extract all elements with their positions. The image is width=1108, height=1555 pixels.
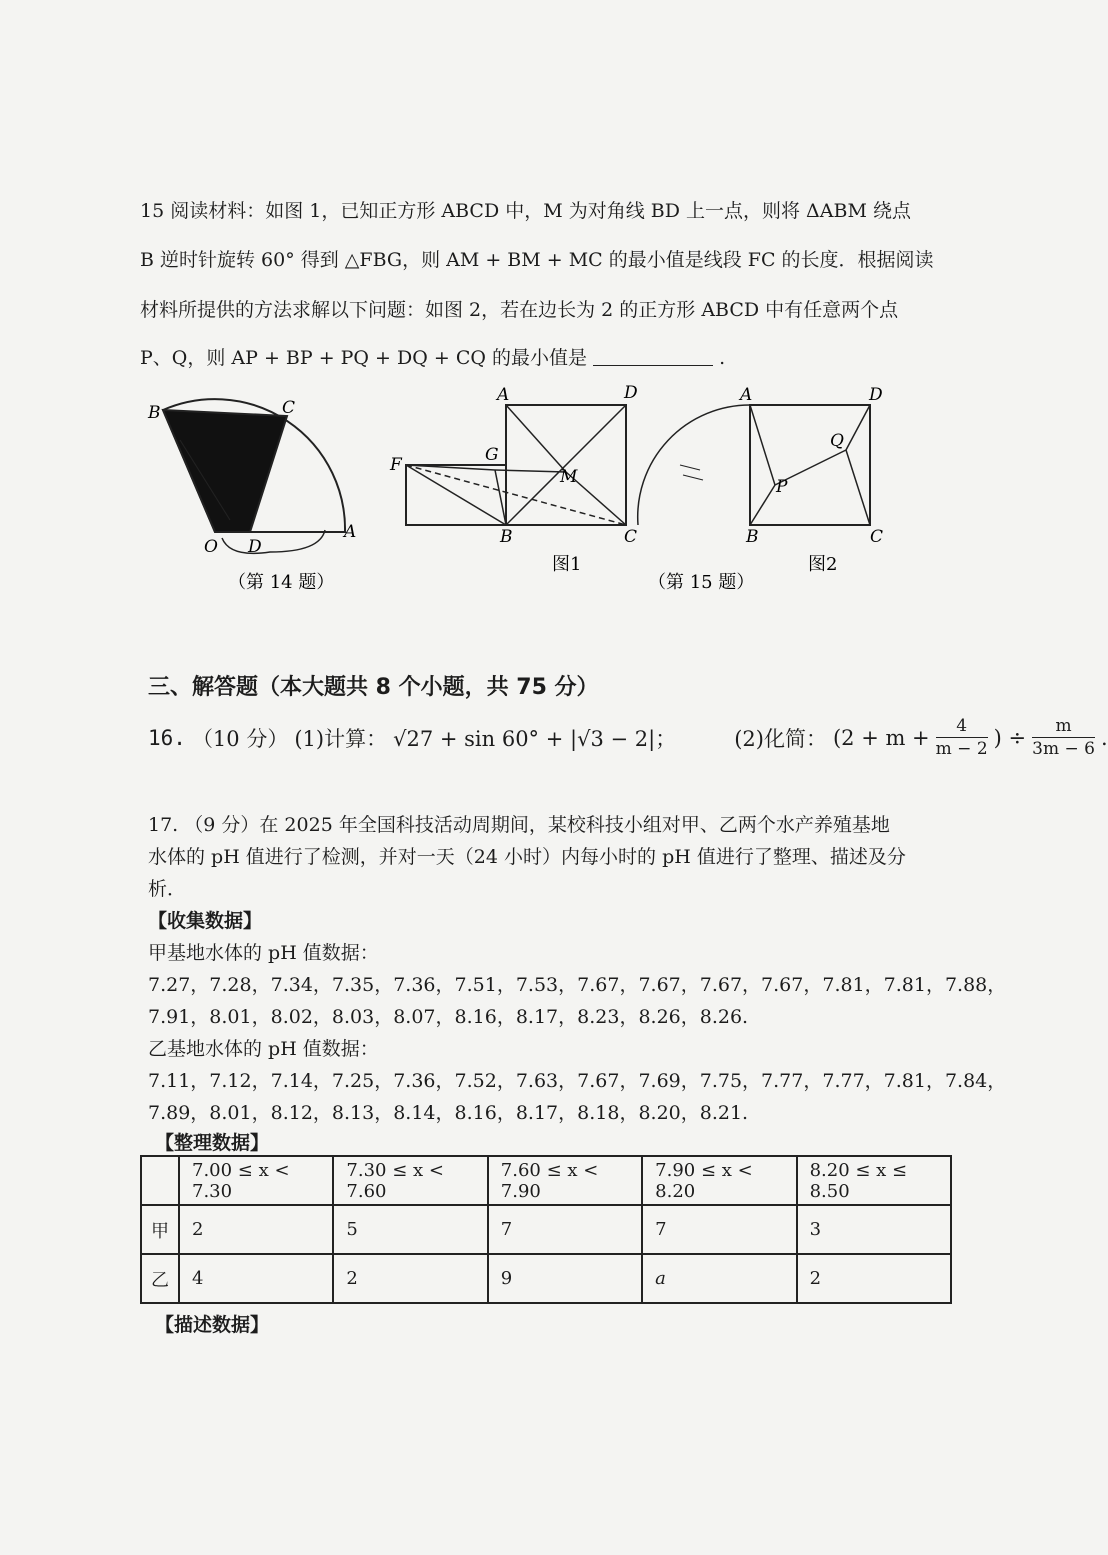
fig1-label-c: C <box>624 527 638 547</box>
table-cell: 2 <box>179 1205 333 1254</box>
q15-line-3: 材料所提供的方法求解以下问题：如图 2，若在边长为 2 的正方形 ABCD 中有任意两个点 <box>140 299 899 321</box>
fig1-segment-am <box>506 405 566 472</box>
table-header-cell <box>141 1156 179 1205</box>
table-cell: 3 <box>797 1205 951 1254</box>
section-heading: 三、解答题（本大题共 8 个小题，共 75 分） <box>148 675 599 700</box>
fig2-segment-cq <box>846 450 870 525</box>
fig14-curve <box>222 530 325 553</box>
figure-1 <box>406 405 626 525</box>
fig2-tick-1 <box>680 465 700 470</box>
table-cell: 7 <box>642 1205 796 1254</box>
fig2-caption: 图2 <box>808 554 838 575</box>
fig2-segment-dq <box>846 405 870 450</box>
organize-data-title: 【整理数据】 <box>155 1132 270 1154</box>
q15-line-1: 15 阅读材料：如图 1，已知正方形 ABCD 中，M 为对角线 BD 上一点，则将 ΔABM 绕点 <box>140 200 911 222</box>
table-header-cell: 7.30 ≤ x < 7.60 <box>333 1156 487 1205</box>
q16-part1-expression: √27 + sin 60° + |√3 − 2|； <box>393 726 677 751</box>
figures-row <box>0 380 1080 620</box>
fig1-label-f: F <box>390 455 402 475</box>
q16-part2-label: (2)化简： <box>734 726 827 751</box>
fig15-caption: （第 15 题） <box>648 572 755 593</box>
jia-data-line-1: 7.27，7.28，7.34，7.35，7.36，7.51，7.53，7.67，7.67，7.67，7.67，7.81，7.81，7.88， <box>148 974 1007 996</box>
fig1-caption: 图1 <box>552 554 582 575</box>
q16-fraction-1-numerator: 4 <box>936 715 988 738</box>
q16-number: 16. <box>148 725 186 750</box>
table-header-cell: 7.60 ≤ x < 7.90 <box>488 1156 642 1205</box>
fig1-label-a: A <box>497 385 510 405</box>
collect-data-title: 【收集数据】 <box>148 910 263 932</box>
table-cell: 7 <box>488 1205 642 1254</box>
table-row <box>141 1254 951 1303</box>
q15-line-4-end: . <box>719 347 726 369</box>
figure-2 <box>638 405 870 525</box>
table-header-cell: 8.20 ≤ x ≤ 8.50 <box>797 1156 951 1205</box>
table-header-row <box>141 1156 951 1205</box>
yi-data-title: 乙基地水体的 pH 值数据： <box>148 1038 379 1060</box>
fig14-label-o: O <box>204 537 218 557</box>
q16-line <box>148 715 1108 760</box>
fig2-label-a: A <box>740 385 753 405</box>
figure-14 <box>163 399 345 553</box>
table-cell: 2 <box>797 1254 951 1303</box>
fig1-label-b: B <box>500 527 513 547</box>
q16-fraction-2-denominator: 3m − 6 <box>1032 739 1095 759</box>
fig14-caption: （第 14 题） <box>228 572 335 593</box>
jia-data-title: 甲基地水体的 pH 值数据： <box>148 942 379 964</box>
fig2-label-d: D <box>869 385 883 405</box>
q17-line-1: 17. （9 分）在 2025 年全国科技活动周期间，某校科技小组对甲、乙两个水产养殖基地 <box>148 814 890 836</box>
q16-part2-end: . <box>1100 725 1108 750</box>
table-cell: 4 <box>179 1254 333 1303</box>
table-cell: a <box>642 1254 796 1303</box>
fig1-segment-fb <box>406 465 506 525</box>
fig1-label-g: G <box>485 445 499 465</box>
q16-fraction-1-denominator: m − 2 <box>935 739 988 759</box>
q16-fraction-2 <box>1032 715 1095 760</box>
fig2-segment-ap <box>750 405 775 485</box>
table-cell: 5 <box>333 1205 487 1254</box>
q16-part2-pre: (2 + m + <box>832 725 930 750</box>
q16-part2-mid: ) ÷ <box>993 725 1027 750</box>
fig2-label-c: C <box>870 527 884 547</box>
fig14-shaded-region <box>163 410 287 532</box>
table-header-cell: 7.90 ≤ x < 8.20 <box>642 1156 796 1205</box>
answer-blank[interactable] <box>593 347 713 366</box>
q16-part1-label: (1)计算： <box>294 726 388 751</box>
fig2-segment-bp <box>750 485 775 525</box>
fig2-label-p: P <box>776 477 788 497</box>
fig1-label-d: D <box>624 383 638 403</box>
fig14-label-b: B <box>148 403 161 423</box>
q16-points: （10 分） <box>191 726 289 751</box>
table-header-cell: 7.00 ≤ x < 7.30 <box>179 1156 333 1205</box>
fig1-diagonal-bd <box>506 405 626 525</box>
frequency-table <box>140 1155 952 1304</box>
table-row-label: 乙 <box>141 1254 179 1303</box>
q17-line-3: 析． <box>148 878 187 900</box>
fig1-label-m: M <box>560 467 578 487</box>
q16-fraction-1 <box>936 715 988 760</box>
fig14-label-c: C <box>282 398 296 418</box>
table-row-label: 甲 <box>141 1205 179 1254</box>
fig2-label-q: Q <box>830 431 844 451</box>
fig1-segment-gb <box>495 470 506 525</box>
q15-line-2: B 逆时针旋转 60° 得到 △FBG，则 AM + BM + MC 的最小值是线段 FC 的长度．根据阅读 <box>140 249 934 271</box>
yi-data-line-2: 7.89，8.01，8.12，8.13，8.14，8.16，8.17，8.18，8.20，8.21. <box>148 1102 749 1124</box>
fig2-arc <box>638 405 750 525</box>
q17-line-2: 水体的 pH 值进行了检测，并对一天（24 小时）内每小时的 pH 值进行了整理、描述及分 <box>148 846 906 868</box>
table-row <box>141 1205 951 1254</box>
yi-data-line-1: 7.11，7.12，7.14，7.25，7.36，7.52，7.63，7.67，7.69，7.75，7.77，7.77，7.81，7.84， <box>148 1070 1007 1092</box>
table-cell: 9 <box>488 1254 642 1303</box>
q15-line-4 <box>140 343 725 370</box>
fig2-label-b: B <box>746 527 759 547</box>
q16-fraction-2-numerator: m <box>1032 715 1095 738</box>
jia-data-line-2: 7.91，8.01，8.02，8.03，8.07，8.16，8.17，8.23，8.26，8.26. <box>148 1006 749 1028</box>
fig14-label-d: D <box>248 537 262 557</box>
fig2-tick-2 <box>683 475 703 480</box>
fig14-label-a: A <box>344 522 357 542</box>
describe-data-title: 【描述数据】 <box>155 1314 270 1336</box>
q15-line-4-text: P、Q，则 AP + BP + PQ + DQ + CQ 的最小值是 <box>140 347 587 369</box>
table-cell: 2 <box>333 1254 487 1303</box>
